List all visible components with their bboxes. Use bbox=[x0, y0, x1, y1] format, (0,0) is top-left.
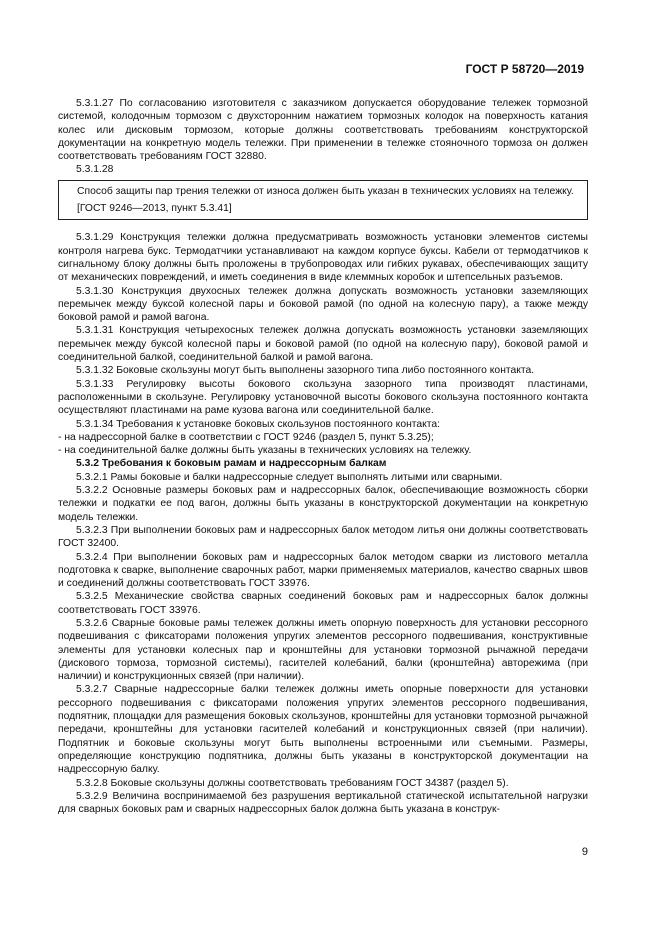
document-header: ГОСТ Р 58720—2019 bbox=[465, 62, 584, 76]
paragraph: 5.3.2.1 Рамы боковые и балки надрессорные следует выполнять литыми или сварными. bbox=[76, 471, 503, 483]
section-heading: 5.3.2 Требования к боковым рамам и надрессорным балкам bbox=[76, 458, 387, 470]
citation: [ГОСТ 9246—2013, пункт 5.3.41] bbox=[77, 203, 232, 215]
paragraph: 5.3.2.4 При выполнении боковых рам и надрессорных балок методом сварки из листового металла подготовка к сварке, выполнение сварочных работ, марки применяемых материалов, качество сварных швов и соединений должны соответствовать ГОСТ 33976. bbox=[58, 551, 588, 590]
paragraph: 5.3.1.30 Конструкция двухосных тележек должна допускать возможность установки заземляющих перемычек между буксой колесной пары и боковой рамой (по одной на колесную пару), а также между боковой рамой и рамой вагона. bbox=[58, 285, 588, 324]
paragraph: 5.3.1.27 По согласованию изготовителя с заказчиком допускается оборудование тележек тормозной системой, колодочным тормозом с двухсторонним нажатием тормозных колодок на поверхность катания колес или дисковым тормозом, которые должны соответствовать требованиям конструкторской документации на конкретную модель тележки. При применении в тележке стояночного тормоза он должен соответствовать требованиям ГОСТ 32880. bbox=[58, 98, 588, 163]
paragraph: 5.3.2.3 При выполнении боковых рам и надрессорных балок методом литья они должны соответствовать ГОСТ 32400. bbox=[58, 524, 588, 550]
paragraph: 5.3.2.9 Величина воспринимаемой без разрушения вертикальной статической испытательной нагрузки для сварных боковых рам и сварных надрессорных балок должна быть указана в конструк- bbox=[58, 790, 588, 816]
paragraph: 5.3.2.7 Сварные надрессорные балки тележек должны иметь опорные поверхности для установки рессорного подвешивания с фиксаторами положения упругих элементов рессорного подвешивания, подпятник, площадки для размещения боковых скользунов, кронштейны для установки тормозной рычажной передачи, кронштейны для установки гасителей колебаний и конструкционных связей (при наличии). Подпятник и боковые скользуны могут быть выполнены встроенными или съемными. Размеры, определяющие конструкцию подпятника, должны быть указаны в конструкторской документации на надрессорную балку. bbox=[58, 684, 588, 776]
dash-item: - на соединительной балке должны быть указаны в технических условиях на тележку. bbox=[58, 445, 472, 457]
paragraph: 5.3.1.32 Боковые скользуны могут быть выполнены зазорного типа либо постоянного контакта. bbox=[76, 365, 535, 377]
paragraph: 5.3.1.28 bbox=[76, 164, 114, 176]
paragraph: 5.3.1.33 Регулировку высоты бокового скользуна зазорного типа производят пластинами, расположенными в скользуне. Регулировку установочной высоты бокового скользуна постоянного контакта осуществляют пластинами на раме кузова вагона или соединительной балке. bbox=[58, 378, 588, 417]
document-body bbox=[58, 97, 588, 816]
paragraph: 5.3.1.34 Требования к установке боковых скользунов постоянного контакта: bbox=[76, 418, 441, 430]
dash-item: - на надрессорной балке в соответствии с ГОСТ 9246 (раздел 5, пункт 5.3.25); bbox=[58, 431, 434, 443]
quoted-requirement-box bbox=[58, 180, 588, 221]
paragraph: 5.3.2.5 Механические свойства сварных соединений боковых рам и надрессорных балок должны соответствовать ГОСТ 33976. bbox=[58, 591, 588, 616]
quoted-text: Способ защиты пар трения тележки от износа должен быть указан в технических условиях на тележку. bbox=[77, 185, 574, 197]
page-number: 9 bbox=[581, 846, 588, 858]
paragraph: 5.3.1.29 Конструкция тележки должна предусматривать возможность установки элементов системы контроля нагрева букс. Термодатчики устанавливают на каждом корпусе буксы. Кабели от термодатчиков к сигнальному блоку должны быть проложены в трубопроводах или гибких рукавах, обеспечивающих защиту от механических повреждений, и иметь соединения в виде клеммных коробок и штепсельных разъемов. bbox=[58, 232, 588, 284]
paragraph: 5.3.2.2 Основные размеры боковых рам и надрессорных балок, обеспечивающие возможность сборки тележки и подкатки ее под вагон, должны быть указаны в конструкторской документации на конкретную модель тележки. bbox=[58, 485, 588, 523]
paragraph: 5.3.2.6 Сварные боковые рамы тележек должны иметь опорную поверхность для установки рессорного подвешивания с фиксаторами положения упругих элементов рессорного подвешивания, конструктивные элементы для установки колесных пар и кронштейны для установки тормозной рычажной передачи (дискового тормоза, тормозной системы), гасителей колебаний, балки (кронштейна) авторежима (при наличии) и конструкционных связей (при наличии). bbox=[58, 617, 588, 683]
paragraph: 5.3.1.31 Конструкция четырехосных тележек должна допускать возможность установки заземляющих перемычек между буксой колесной пары и боковой рамой (по одной на колесную пару), боковой рамой и соединительной балкой, соединительной балкой и рамой вагона. bbox=[58, 325, 588, 364]
paragraph: 5.3.2.8 Боковые скользуны должны соответствовать требованиям ГОСТ 34387 (раздел 5). bbox=[76, 777, 509, 789]
